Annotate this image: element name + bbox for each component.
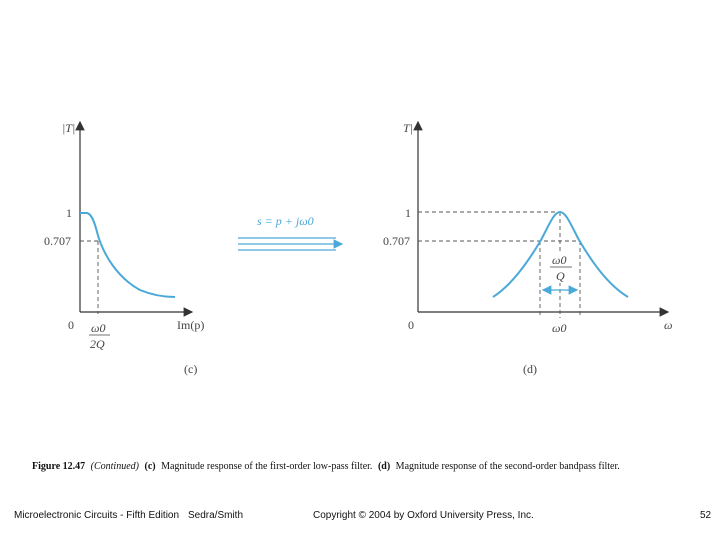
panel-d-y-axis-label: T| xyxy=(403,121,413,135)
transform-arrow xyxy=(238,214,342,250)
panel-d xyxy=(383,121,672,376)
caption-d-tag: (d) xyxy=(377,461,391,472)
panel-d-bandwidth-den: Q xyxy=(556,269,565,283)
caption-c-text: Magnitude response of the first-order low-pass filter. xyxy=(161,461,373,472)
transform-equation: s = p + jω0 xyxy=(257,214,314,228)
caption-continued: (Continued) xyxy=(90,461,139,472)
footer-authors: Sedra/Smith xyxy=(188,510,244,521)
panel-d-y-tick-1: 1 xyxy=(405,206,411,220)
panel-c-x-axis-label: Im(p) xyxy=(177,318,205,332)
panel-d-center-frequency-label: ω0 xyxy=(552,321,567,335)
caption-d-text: Magnitude response of the second-order bandpass filter. xyxy=(395,461,620,472)
panel-c-response-curve xyxy=(80,213,175,297)
figure-caption xyxy=(32,461,620,472)
footer-page-number: 52 xyxy=(700,510,712,521)
panel-d-x-axis-label: ω xyxy=(664,318,673,332)
panel-d-origin-label: 0 xyxy=(408,318,414,332)
footer-copyright: Copyright © 2004 by Oxford University Press, Inc. xyxy=(313,510,534,521)
caption-figure-number: Figure 12.47 xyxy=(32,461,86,472)
panel-d-y-tick-0707: 0.707 xyxy=(383,234,410,248)
panel-c-corner-num: ω0 xyxy=(91,321,106,335)
panel-c-y-tick-1: 1 xyxy=(66,206,72,220)
caption-c-tag: (c) xyxy=(144,461,156,472)
panel-c-y-tick-0707: 0.707 xyxy=(44,234,71,248)
panel-c-origin-label: 0 xyxy=(68,318,74,332)
panel-d-bandwidth-num: ω0 xyxy=(552,253,567,267)
panel-c xyxy=(44,121,204,376)
panel-d-label: (d) xyxy=(523,362,537,376)
panel-c-corner-den: 2Q xyxy=(90,337,105,351)
footer-book-title: Microelectronic Circuits - Fifth Edition xyxy=(14,510,180,521)
panel-c-y-axis-label: |T| xyxy=(62,121,76,135)
panel-c-label: (c) xyxy=(184,362,198,376)
